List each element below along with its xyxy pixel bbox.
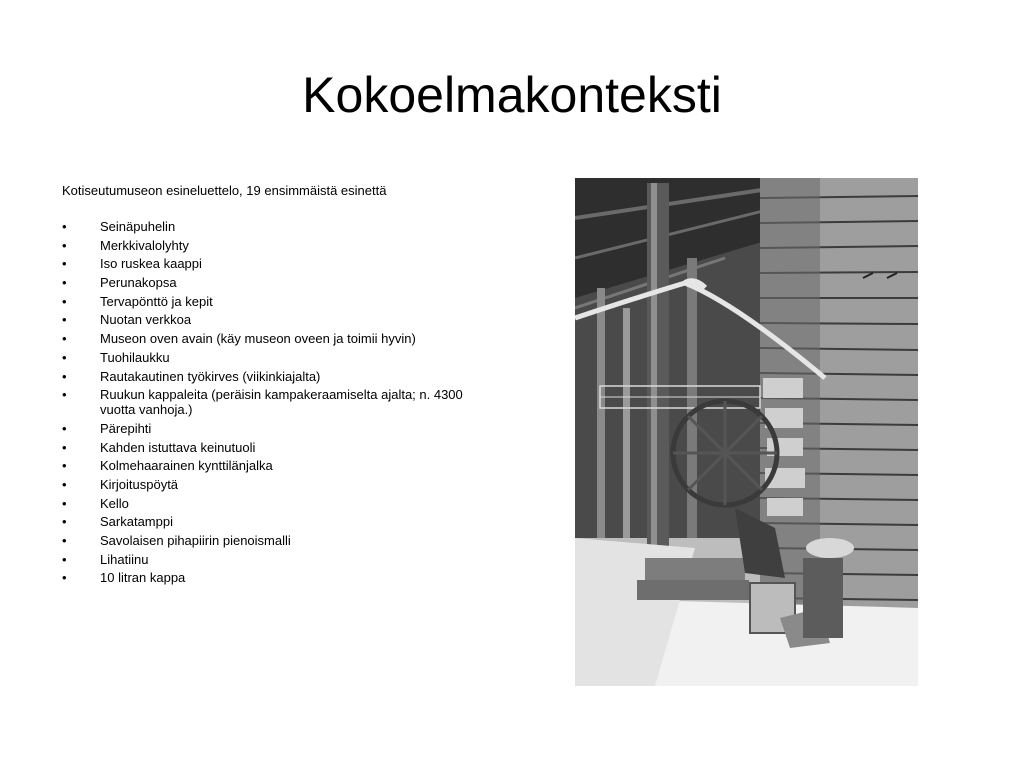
list-item-label: Pärepihti: [100, 420, 152, 436]
list-item: [62, 275, 482, 290]
slide-title: Kokoelmakonteksti: [302, 67, 722, 123]
bullet-icon: •: [62, 476, 67, 492]
list-item-label: Iso ruskea kaappi: [100, 256, 202, 272]
list-item-label: Tuohilaukku: [100, 349, 170, 365]
list-item: [62, 496, 482, 511]
list-item: [62, 350, 482, 365]
bullet-icon: •: [62, 237, 67, 253]
intro-text: Kotiseutumuseon esineluettelo, 19 ensimmäistä esinettä: [62, 183, 387, 198]
list-item: [62, 331, 482, 346]
list-item-label: 10 litran kappa: [100, 570, 186, 586]
bullet-icon: •: [62, 439, 67, 455]
list-item-label: Nuotan verkkoa: [100, 312, 192, 328]
list-item: [62, 238, 482, 253]
list-item: [62, 219, 482, 234]
bullet-icon: •: [62, 570, 67, 586]
list-item-label: Perunakopsa: [100, 275, 177, 291]
bullet-icon: •: [62, 495, 67, 511]
bullet-icon: •: [62, 368, 67, 384]
bullet-icon: •: [62, 275, 67, 291]
bullet-icon: •: [62, 312, 67, 328]
bullet-icon: •: [62, 349, 67, 365]
list-item-label: Seinäpuhelin: [100, 219, 176, 234]
list-item: [62, 256, 482, 271]
list-item-label: Ruukun kappaleita (peräisin kampakeraamiselta ajalta; n. 4300 vuotta vanhoja.): [100, 387, 463, 418]
bullet-icon: •: [62, 551, 67, 567]
list-item: [62, 369, 482, 384]
bullet-icon: •: [62, 331, 67, 347]
list-item-label: Savolaisen pihapiirin pienoismalli: [100, 533, 291, 548]
list-item-label: Kolmehaarainen kynttilänjalka: [100, 458, 273, 474]
bullet-icon: •: [62, 533, 67, 548]
bullet-icon: •: [62, 219, 67, 234]
list-item: [62, 421, 482, 436]
list-item: [62, 570, 482, 585]
item-list: [62, 219, 482, 589]
list-item-label: Lihatiinu: [100, 551, 149, 567]
list-item-label: Tervapönttö ja kepit: [100, 293, 213, 309]
museum-building-photo: [575, 178, 918, 686]
list-item: [62, 294, 482, 309]
list-item-label: Kahden istuttava keinutuoli: [100, 439, 256, 455]
list-item: [62, 552, 482, 567]
list-item-label: Museon oven avain (käy museon oveen ja toimii hyvin): [100, 331, 416, 347]
bullet-icon: •: [62, 420, 67, 436]
bullet-icon: •: [62, 256, 67, 272]
bullet-icon: •: [62, 458, 67, 474]
list-item-label: Merkkivalolyhty: [100, 237, 189, 253]
bullet-icon: •: [62, 387, 67, 403]
list-item-label: Kello: [100, 495, 129, 511]
list-item: [62, 477, 482, 492]
bullet-icon: •: [62, 514, 67, 530]
list-item: [62, 440, 482, 455]
bullet-icon: •: [62, 293, 67, 309]
list-item: [62, 514, 482, 529]
list-item-label: Kirjoituspöytä: [100, 476, 179, 492]
list-item-label: Sarkatamppi: [100, 514, 173, 530]
list-item: [62, 312, 482, 327]
list-item: [62, 387, 482, 417]
list-item: [62, 533, 482, 548]
list-item: [62, 458, 482, 473]
list-item-label: Rautakautinen työkirves (viikinkiajalta): [100, 368, 321, 384]
